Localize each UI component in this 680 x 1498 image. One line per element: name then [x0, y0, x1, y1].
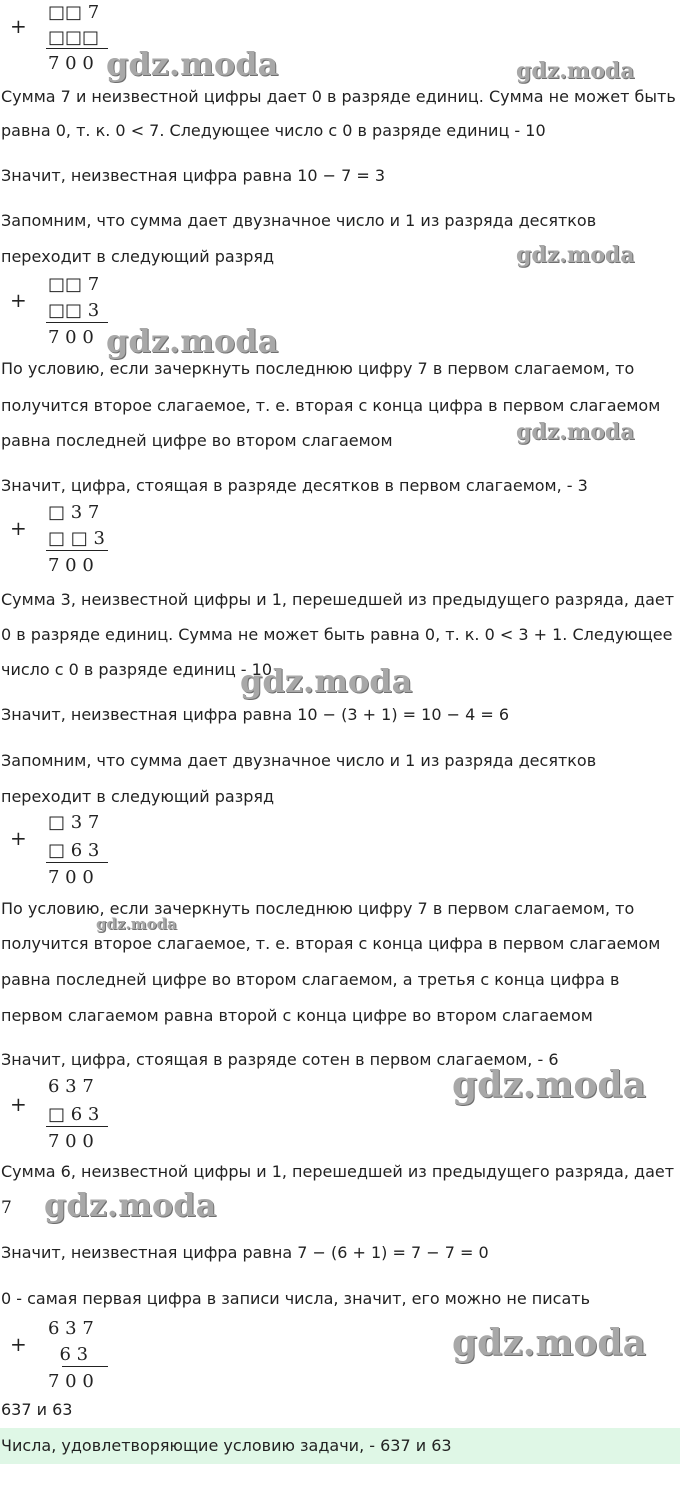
sum-row: 7 0 0 [48, 555, 94, 576]
text-line: переходит в следующий разряд [1, 247, 275, 266]
sum-row: 7 0 0 [48, 1371, 94, 1392]
watermark: gdz.moda [96, 915, 177, 933]
text-line: равна 0, т. к. 0 < 7. Следующее число с 0 в разряде единиц - 10 [1, 121, 546, 140]
sum-line [46, 550, 108, 551]
plus-sign: + [10, 14, 27, 38]
watermark: gdz.moda [516, 419, 635, 445]
watermark: gdz.moda [44, 1186, 217, 1224]
addition-block-4 [0, 812, 140, 892]
addend-2: □ 6 3 [48, 840, 100, 861]
addition-block-3 [0, 502, 140, 582]
text-line: получится второе слагаемое, т. е. вторая с конца цифра в первом слагаемом [1, 396, 661, 415]
watermark: gdz.moda [106, 45, 279, 83]
text-line: Значит, неизвестная цифра равна 10 − (3 + 1) = 10 − 4 = 6 [1, 705, 510, 724]
sum-line [46, 1126, 108, 1127]
watermark: gdz.moda [240, 662, 413, 700]
addend-2: □ 6 3 [48, 1104, 100, 1125]
addend-2: □□ 3 [48, 300, 100, 321]
plus-sign: + [10, 1332, 27, 1356]
sum-row: 7 0 0 [48, 1131, 94, 1152]
watermark: gdz.moda [516, 242, 635, 268]
text-line: 7 [1, 1198, 12, 1218]
addend-1: 6 3 7 [48, 1318, 94, 1339]
sum-row: 7 0 0 [48, 327, 94, 348]
answer-box [0, 1428, 680, 1464]
watermark: gdz.moda [452, 1322, 646, 1364]
text-line: получится второе слагаемое, т. е. вторая с конца цифра в первом слагаемом [1, 934, 661, 953]
watermark: gdz.moda [516, 58, 635, 84]
text-line: По условию, если зачеркнуть последнюю цифру 7 в первом слагаемом, то [1, 899, 635, 918]
addend-2: □□□ [48, 27, 100, 48]
addition-block-6 [0, 1318, 140, 1398]
text-line: Запомним, что сумма дает двузначное число и 1 из разряда десятков [1, 751, 597, 770]
sum-line [46, 862, 108, 863]
text-line: Значит, цифра, стоящая в разряде сотен в первом слагаемом, - 6 [1, 1050, 559, 1069]
text-line: равна последней цифре во втором слагаемом [1, 431, 393, 450]
answer-text: Числа, удовлетворяющие условию задачи, - 637 и 63 [1, 1436, 452, 1455]
plus-sign: + [10, 516, 27, 540]
plus-sign: + [10, 288, 27, 312]
addend-1: □□ 7 [48, 274, 100, 295]
watermark: gdz.moda [106, 322, 279, 360]
text-line: Сумма 3, неизвестной цифры и 1, перешедшей из предыдущего разряда, дает [1, 590, 675, 609]
text-line: равна последней цифре во втором слагаемом, а третья с конца цифра в [1, 970, 620, 989]
sum-row: 7 0 0 [48, 53, 94, 74]
addend-1: 6 3 7 [48, 1076, 94, 1097]
text-line: Сумма 7 и неизвестной цифры дает 0 в разряде единиц. Сумма не может быть [1, 87, 676, 106]
watermark: gdz.moda [452, 1064, 646, 1106]
text-line: По условию, если зачеркнуть последнюю цифру 7 в первом слагаемом, то [1, 359, 635, 378]
addend-1: □ 3 7 [48, 502, 100, 523]
text-line: Значит, неизвестная цифра равна 7 − (6 + 1) = 7 − 7 = 0 [1, 1243, 489, 1262]
sum-row: 7 0 0 [48, 867, 94, 888]
addend-1: □ 3 7 [48, 812, 100, 833]
text-line: число с 0 в разряде единиц - 10 [1, 660, 273, 679]
text-line: Запомним, что сумма дает двузначное число и 1 из разряда десятков [1, 211, 597, 230]
text-line: 0 - самая первая цифра в записи числа, значит, его можно не писать [1, 1289, 591, 1308]
text-line: 637 и 63 [1, 1400, 73, 1419]
addend-2: 6 3 [48, 1344, 89, 1365]
plus-sign: + [10, 1092, 27, 1116]
addend-1: □□ 7 [48, 2, 100, 23]
sum-line [46, 322, 108, 323]
text-line: Значит, неизвестная цифра равна 10 − 7 = 3 [1, 166, 386, 185]
addend-2: □ □ 3 [48, 528, 105, 549]
text-line: первом слагаемом равна второй с конца цифре во втором слагаемом [1, 1006, 593, 1025]
text-line: переходит в следующий разряд [1, 787, 275, 806]
sum-line [46, 48, 108, 49]
text-line: 0 в разряде единиц. Сумма не может быть равна 0, т. к. 0 < 3 + 1. Следующее [1, 625, 673, 644]
sum-line [62, 1366, 108, 1367]
text-line: Сумма 6, неизвестной цифры и 1, перешедшей из предыдущего разряда, дает [1, 1162, 675, 1181]
text-line: Значит, цифра, стоящая в разряде десятков в первом слагаемом, - 3 [1, 476, 588, 495]
addition-block-5 [0, 1076, 140, 1156]
plus-sign: + [10, 826, 27, 850]
